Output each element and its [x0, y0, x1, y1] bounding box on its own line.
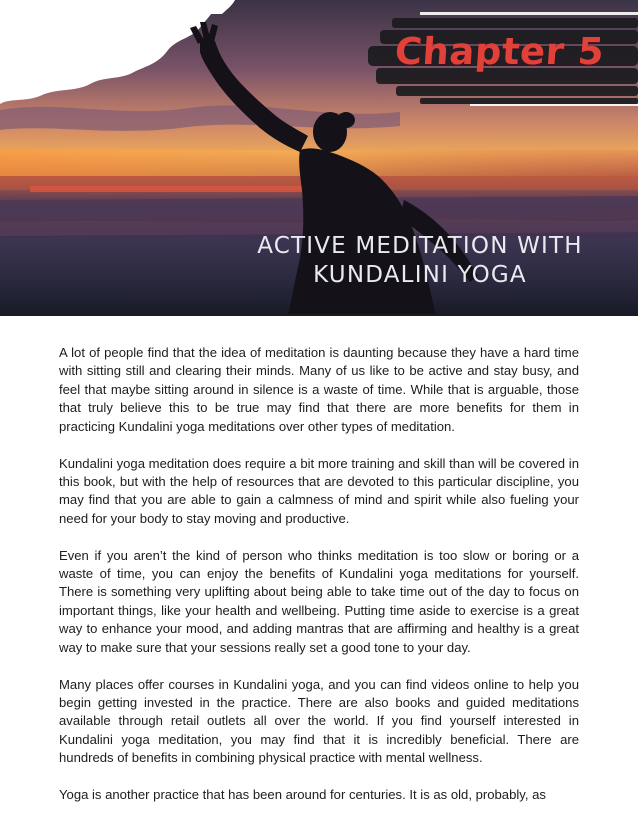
- chapter-subtitle-line-2: KUNDALINI YOGA: [313, 262, 527, 288]
- paragraph: Even if you aren’t the kind of person who thinks meditation is too slow or boring or a waste of time, you can enjoy the benefits of Kundalini yoga meditations for yourself. There is something very uplifting about being able to take time out of the day to focus on important things, like your health and wellbeing. Putting time aside to exercise is a great way to enhance your mood, and adding mantras that are affirming and healthy is a great way to make sure that your sessions really set a good tone to your day.: [59, 547, 579, 655]
- chapter-body-text: [59, 344, 579, 823]
- paragraph: A lot of people find that the idea of meditation is daunting because they have a hard time with sitting still and clearing their minds. Many of us like to be active and stay busy, and feel that maybe sitting around in silence is a waste of time. While that is arguable, those that truly believe this to be true may find that there are more benefits for them in practicing Kundalini yoga meditations over other types of meditation.: [59, 345, 579, 434]
- paragraph: Yoga is another practice that has been around for centuries. It is as old, probably, as: [59, 787, 546, 803]
- chapter-header-banner: [0, 0, 638, 316]
- chapter-title: Chapter 5: [393, 30, 606, 73]
- paragraph: Many places offer courses in Kundalini yoga, and you can find videos online to help you begin getting invested in the practice. There are also books and guided meditations available through retail outlets all over the world. If you find yourself interested in Kundalini yoga meditation, you may find that it is incredibly beneficial. There are hundreds of benefits in combining physical practice with mental wellness.: [59, 676, 579, 766]
- chapter-subtitle-line-1: ACTIVE MEDITATION WITH: [257, 233, 583, 259]
- chapter-subtitle: [250, 232, 590, 290]
- paragraph: Kundalini yoga meditation does require a bit more training and skill than will be covered in this book, but with the help of resources that are devoted to this particular discipline, you may find that you are able to gain a calmness of mind and spirit while also fueling your need for your body to stay moving and productive.: [59, 455, 579, 526]
